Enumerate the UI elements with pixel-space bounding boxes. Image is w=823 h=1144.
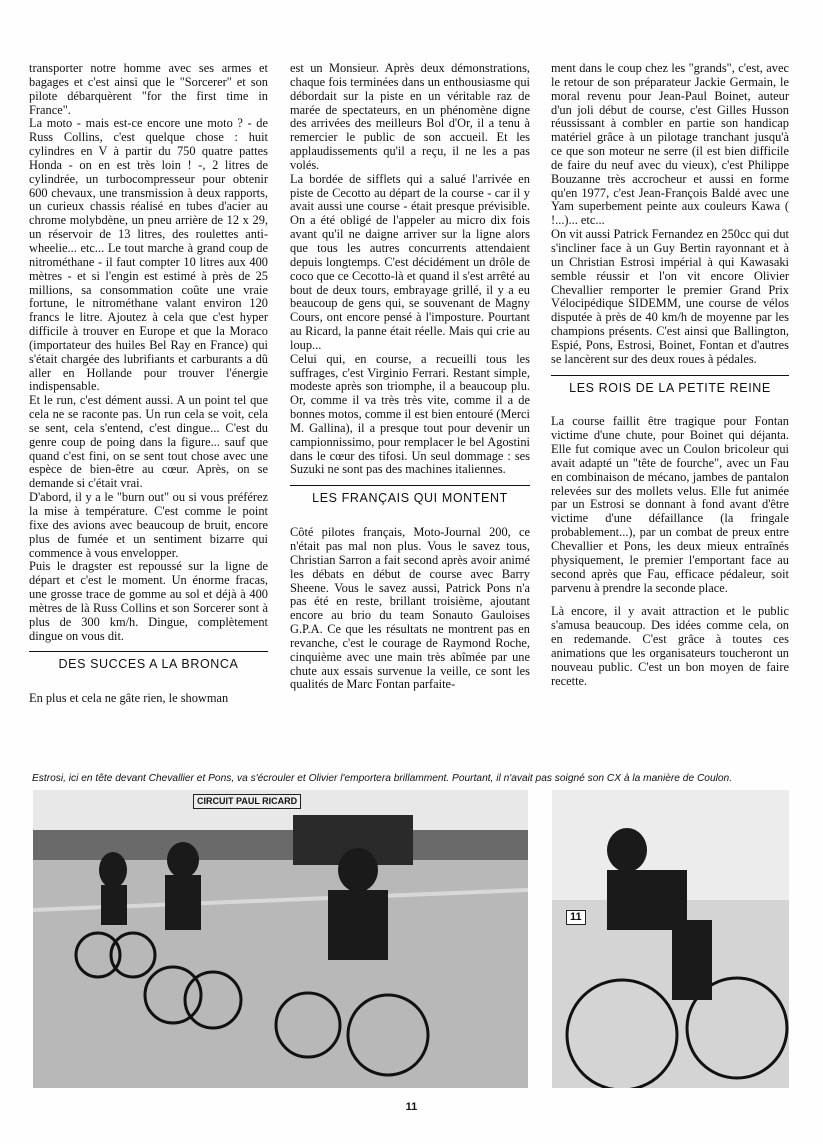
paragraph: Là encore, il y avait attraction et le public s'amusa beaucoup. Des idées comme cela, on en redemande. C'est grâce à toutes ces animations que les organisateurs toucheront un nouveau public. C'est un bon moyen de faire recette. <box>551 604 789 688</box>
paragraph: est un Monsieur. Après deux démonstrations, chaque fois terminées dans un enthousiasme qui débordait sur la piste en un véritable raz de marée de spectateurs, en un phénomène digne des arrivées des meilleurs Bol d'Or, il a tenu à remercier le public de son accueil. Et les applaudissements qu'il a reçu, il ne les a pas volés. <box>290 61 530 172</box>
paragraph: Puis le dragster est repoussé sur la ligne de départ et c'est le moment. Un énorme fracas, une grosse trace de gomme au sol et déjà à 400 mètres de là Russ Collins et son Sorcerer sont à plus de 300 km/h. Dingue, complètement dingue on vous dit. <box>29 559 268 643</box>
section-heading: LES FRANÇAIS QUI MONTENT <box>290 485 530 514</box>
circuit-sign: CIRCUIT PAUL RICARD <box>193 794 301 809</box>
paragraph: On vit aussi Patrick Fernandez en 250cc qui dut s'incliner face à un Guy Bertin rayonnant et à un Christian Estrosi impérial à qui Kawasaki semble réussir et l'on vit encore Olivier Chevallier remporter le premier Grand Prix Vélocipédique SIDEMM, une course de vélos disputée à près de 40 km/h de moyenne par les champions présents. C'est ainsi que Ballington, Espié, Pons, Estrosi, Boinet, Fontan et d'autres se lancèrent sur des deux roues à pédales. <box>551 227 789 366</box>
column-2 <box>290 62 530 692</box>
paragraph: ment dans le coup chez les "grands", c'est, avec le retour de son préparateur Jackie Germain, le moral revenu pour Jean-Paul Boinet, auteur d'un joli début de course, c'est Gilles Husson réussissant à combler en partie son handicap matériel grâce à un pilotage tranchant jusqu'à ce que son moteur ne serre (il est bien difficile de faire du neuf avec du vieux), c'est Philippe Bouzanne très accrocheur et aussi en forme qu'en 1977, c'est Jean-François Baldé avec une Yam superbement peinte aux couleurs Kawa ( !...)... etc... <box>551 61 789 228</box>
paragraph: Côté pilotes français, Moto-Journal 200, ce n'était pas mal non plus. Vous le savez tous, Christian Sarron a fait second après avoir animé les débats en début de course avec Barry Sheene. Vous le savez aussi, Patrick Pons n'a pas été en reste, brillant troisième, ajoutant encore au brio du team Sonauto Gauloises G.P.A. Ce que les résultats ne montrent pas en revanche, c'est le courage de Raymond Roche, cinquième avec une main très abîmée par une chute aux essais survenue la veille, ce sont les qualités de Marc Fontan parfaite- <box>290 525 530 692</box>
section-heading: DES SUCCES A LA BRONCA <box>29 651 268 680</box>
cyclists-photo-drawing <box>33 790 528 1088</box>
race-bib: 11 <box>566 910 586 925</box>
cyclist-photo-drawing <box>552 790 789 1088</box>
paragraph: En plus et cela ne gâte rien, le showman <box>29 691 229 706</box>
page-number: 11 <box>405 1101 418 1113</box>
paragraph: La course faillit être tragique pour Fontan victime d'une chute, pour Boinet qui déjanta. Elle fut comique avec un Coulon bricoleur qui avait adapté un "tête de fourche", avec un Fau en combinaison de mécano, jambes de pantalon relevées sur des mollets velus. Elle fut animée par un Estrosi se donnant à fond avant d'être victime d'une défaillance (la fringale probablement...), par un combat de preux entre Chevallier et Pons, les deux mieux entraînés physiquement, le premier l'emportant face au second après que Fau, efficace pédaleur, soit parvenu à prendre la seconde place. <box>551 414 789 595</box>
column-3 <box>551 62 789 688</box>
photo-caption: Estrosi, ici en tête devant Chevallier et Pons, va s'écrouler et Olivier l'emportera brillamment. Pourtant, il n'avait pas soigné son CX à la manière de Coulon. <box>32 773 733 784</box>
paragraph: Celui qui, en course, a recueilli tous les suffrages, c'est Virginio Ferrari. Restant simple, modeste après son triomphe, il a beaucoup plu. Or, comme il va très très vite, comme il a de bonnes motos, comme il est bien entouré (Merci M. Gallina), il a presque tout pour devenir un campionnissimo, pour remplacer le bel Agostini dans le cœur des tifosi. Un seul dommage : ses Suzuki ne sont pas des machines italiennes. <box>290 351 530 477</box>
paragraph: transporter notre homme avec ses armes et bagages et c'est ainsi que le "Sorcerer" et son pilote débarquèrent "for the first time in France". <box>29 61 268 117</box>
paragraph: La bordée de sifflets qui a salué l'arrivée en piste de Cecotto au départ de la course - car il y avait aussi une course - était presque prévisible. On a été obligé de l'appeler au micro dix fois avant qu'il ne daigne arriver sur la ligne alors que tous les autres concurrents attendaient depuis longtemps. C'est décidément un drôle de coco que ce Cecotto-là et quand il s'est arrêté au bout de deux tours, embrayage grillé, il y a eu beaucoup de gens qui, se souvenant de Magny Cours, ont encore pensé à l'imposture. Pourtant au Ricard, la panne était réelle. Mais qui crie au loup... <box>290 171 530 352</box>
column-1 <box>29 62 268 706</box>
section-heading: LES ROIS DE LA PETITE REINE <box>551 375 789 404</box>
cyclists-photo <box>33 790 528 1088</box>
cyclist-photo <box>552 790 789 1088</box>
paragraph: Et le run, c'est dément aussi. A un point tel que cela ne se raconte pas. Un run cela se voit, cela se sent, cela s'entend, c'est dingue... C'est du genre coup de poing dans la figure... sauf que quand c'est fini, on se sent tout chose avec une espèce de bien-être au cœur. Après, on se demande si c'était vrai. <box>29 393 268 491</box>
paragraph: La moto - mais est-ce encore une moto ? - de Russ Collins, c'est quelque chose : huit cylindres en V à partir du 750 quatre pattes Honda - on en est très loin ! -, 2 litres de cylindrée, un turbocompresseur pour obtenir 600 chevaux, une transmission à deux rapports, un curieux chassis réalisé en tubes d'acier au chrome molybdène, un pneu arrière de 12 x 29, un réservoir de 13 litres, des roulettes anti-wheelie... etc... Le tout marche à grand coup de nitrométhane - il faut compter 10 litres aux 400 mètres - et si l'engin est estimé à près de 25 millions, sa consommation coûte une vraie fortune, le nitrométhane valant environ 120 francs le litre. Ajoutez à cela que c'est hyper difficile à trouver en Europe et que la Moraco (importateur des huiles Bel Ray en France) qui s'était chargée des lubrifiants et carburants a dû aller en Hollande pour trouver l'énergie indispensable. <box>29 116 268 394</box>
paragraph: D'abord, il y a le "burn out" ou si vous préférez la mise à température. C'est comme le point fixe des avions avec beaucoup de bruit, encore plus de fumée et un sentiment bizarre qui commence à vous envelopper. <box>29 490 268 560</box>
